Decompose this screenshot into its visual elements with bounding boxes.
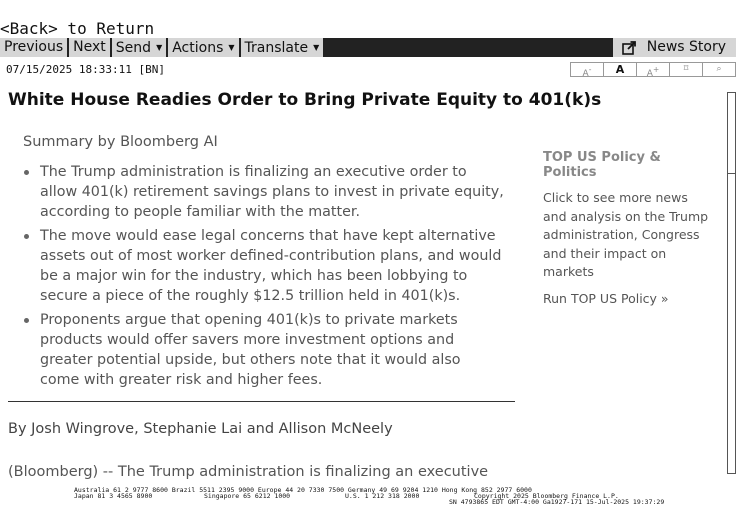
story-body: (Bloomberg) -- The Trump administration is finalizing an executive [8,464,489,480]
chevron-down-icon: ▼ [156,43,163,52]
summary-bullet-text: The Trump administration is finalizing an executive order to allow 401(k) retirement savings plans to invest in private equity, according to people familiar with the matter. [40,164,504,220]
next-label: Next [73,39,106,55]
bullet-dot-icon [24,170,29,175]
font-larger-button[interactable]: A+ [636,62,670,77]
summary-title: Summary by Bloomberg AI [23,134,218,150]
back-hint: <Back> to Return [0,19,155,38]
chevron-down-icon: ▼ [228,43,235,52]
footer-japan: Japan 81 3 4565 8900 [74,492,153,500]
summary-bullet-text: The move would ease legal concerns that have kept alternative assets out of most worker defined-contribution plans, and would be a major win for the industry, which has been lobbying to secure a piece of the roughly $12.5 trillion held in 401(k)s. [40,228,502,304]
summary-list [22,162,504,394]
bookmark-icon: ⌑ [683,64,689,74]
footer [0,486,736,510]
previous-button[interactable] [0,38,67,57]
story-headline: White House Readies Order to Bring Private Equity to 401(k)s [8,90,602,110]
summary-divider [8,401,515,402]
font-smaller-label: A [582,69,589,79]
toolbar-spacer [325,38,613,57]
external-link-icon [622,41,637,55]
search-icon: ⌕ [716,64,722,74]
sidebar-description[interactable]: Click to see more news and analysis on the Trump administration, Congress and their impact on markets [543,190,709,279]
summary-bullet [22,226,504,306]
font-normal-button[interactable] [603,62,637,77]
font-smaller-button[interactable]: A- [570,62,604,77]
summary-bullet-text: Proponents argue that opening 401(k)s to private markets products would offer savers more investment options and greater potential upside, but others note that it would also come with greater risk and higher fees. [40,312,461,388]
send-menu[interactable] [112,38,166,57]
footer-us: U.S. 1 212 318 2000 [345,492,420,500]
actions-label: Actions [172,40,224,56]
related-sidebar [543,150,715,306]
footer-contacts: Australia 61 2 9777 8600 Brazil 5511 2395 9000 Europe 44 20 7330 7500 Germany 49 69 9204 1210 Hong Kong 852 2977 6000 [74,486,532,494]
translate-label: Translate [244,40,309,56]
story-byline: By Josh Wingrove, Stephanie Lai and Allison McNeely [8,421,393,437]
summary-bullet [22,310,504,390]
toolbar [0,38,736,57]
summary-bullet [22,162,504,222]
send-label: Send [115,40,152,56]
scrollbar-thumb[interactable] [728,93,735,174]
chevron-down-icon: ▼ [313,43,320,52]
bullet-dot-icon [24,234,29,239]
translate-menu[interactable] [241,38,324,57]
font-larger-label: A [646,69,653,79]
bookmark-button[interactable] [669,62,703,77]
font-normal-label: A [615,63,625,76]
font-controls [571,62,736,79]
actions-menu[interactable] [168,38,238,57]
next-button[interactable] [69,38,110,57]
footer-session: SN 4793865 EDT GMT-4:00 Ga1927-171 15-Jul-2025 19:37:29 [449,498,665,506]
sidebar-title: TOP US Policy & Politics [543,150,661,180]
search-button[interactable] [702,62,736,77]
scrollbar[interactable] [727,92,736,474]
bullet-dot-icon [24,318,29,323]
news-story-label: News Story [646,39,726,55]
footer-copyright: Copyright 2025 Bloomberg Finance L.P. [474,492,619,500]
news-story-button[interactable] [613,38,736,57]
story-dateline: 07/15/2025 18:33:11 [BN] [6,63,165,76]
footer-singapore: Singapore 65 6212 1000 [204,492,291,500]
run-top-us-policy-link[interactable]: Run TOP US Policy » [543,290,669,306]
previous-label: Previous [4,39,64,55]
